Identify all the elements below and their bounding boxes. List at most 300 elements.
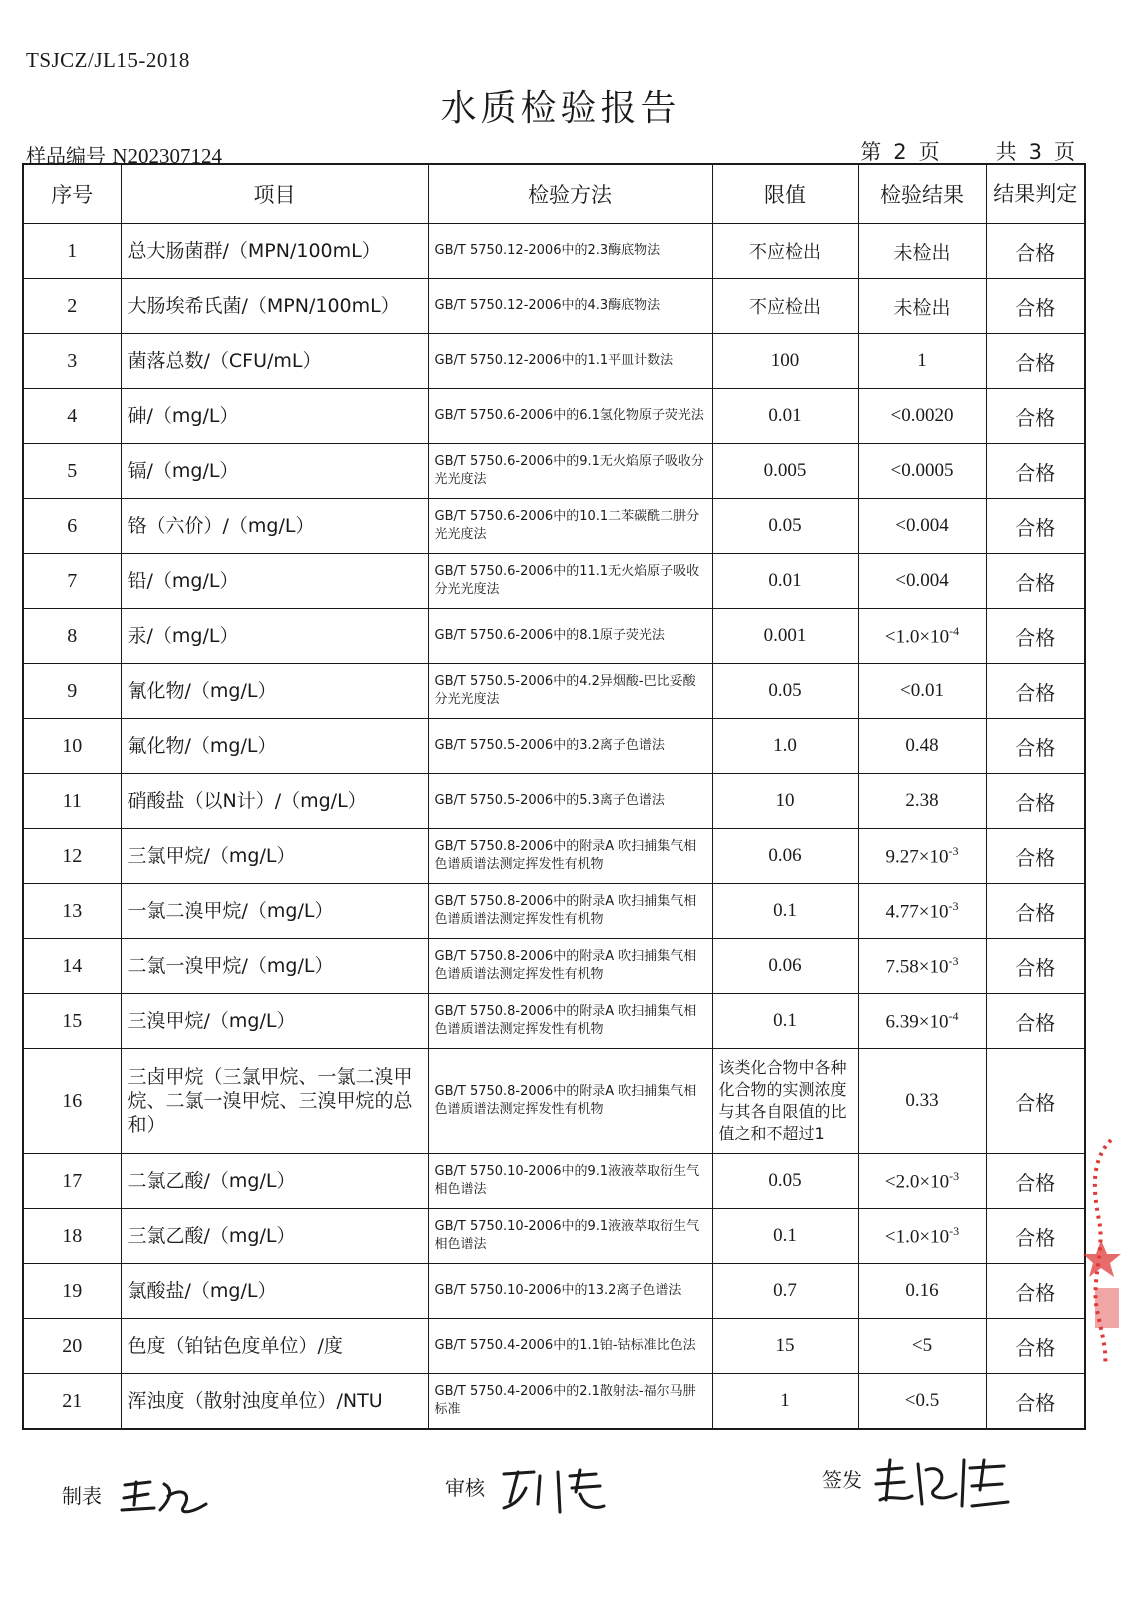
row-method <box>428 609 712 664</box>
row-judgement <box>986 444 1085 499</box>
row-item <box>121 609 428 664</box>
row-item <box>121 499 428 554</box>
row-limit-text: 该类化合物中各种化合物的实测浓度与其各自限值的比值之和不超过1 <box>718 1058 847 1143</box>
table-row <box>23 719 1085 774</box>
row-item <box>121 279 428 334</box>
row-judgement-text: 合格 <box>1015 1090 1056 1115</box>
row-item <box>121 1209 428 1264</box>
row-number-text: 5 <box>67 459 78 482</box>
row-number <box>23 1264 121 1319</box>
prepared-signature <box>120 1470 210 1520</box>
row-judgement-text: 合格 <box>1015 900 1056 925</box>
report-title: 水质检验报告 <box>440 88 681 129</box>
row-result-text: 7.58×10 <box>885 956 949 978</box>
row-limit <box>712 994 858 1049</box>
row-item-text: 三卤甲烷（三氯甲烷、一氯二溴甲烷、二氯一溴甲烷、三溴甲烷的总和） <box>127 1066 413 1136</box>
table-row <box>23 444 1085 499</box>
row-judgement-text: 合格 <box>1015 1335 1056 1360</box>
row-judgement <box>986 939 1085 994</box>
table-row <box>23 554 1085 609</box>
row-judgement <box>986 499 1085 554</box>
row-limit-text: 15 <box>775 1335 795 1356</box>
row-result-text: <1.0×10 <box>884 1226 950 1248</box>
row-judgement-text: 合格 <box>1015 515 1056 540</box>
row-limit <box>712 1264 858 1319</box>
row-method <box>428 1209 712 1264</box>
table-row <box>23 1049 1085 1154</box>
row-number <box>23 609 121 664</box>
row-item <box>121 829 428 884</box>
row-result <box>858 554 986 609</box>
row-number <box>23 829 121 884</box>
row-method-text: GB/T 5750.4-2006中的1.1铂-钴标准比色法 <box>434 1338 696 1353</box>
row-method-text: GB/T 5750.6-2006中的6.1氢化物原子荧光法 <box>434 408 704 423</box>
row-number-text: 17 <box>62 1169 83 1192</box>
row-limit-text: 0.06 <box>768 955 802 976</box>
row-result-text: <0.0005 <box>890 460 954 481</box>
row-limit-text: 0.1 <box>773 1225 797 1246</box>
row-judgement <box>986 224 1085 279</box>
row-limit <box>712 609 858 664</box>
row-result <box>858 279 986 334</box>
inspection-table <box>22 163 1086 1430</box>
sample-label: 样品编号 <box>26 144 106 168</box>
row-judgement <box>986 719 1085 774</box>
row-number <box>23 554 121 609</box>
row-number <box>23 224 121 279</box>
row-number-text: 19 <box>62 1279 83 1302</box>
row-item <box>121 1319 428 1374</box>
row-number-text: 8 <box>67 624 78 647</box>
row-limit-text: 0.1 <box>773 1010 797 1031</box>
row-method-text: GB/T 5750.4-2006中的2.1散射法-福尔马肼标准 <box>434 1384 696 1417</box>
row-number-text: 14 <box>62 954 83 977</box>
row-item <box>121 1264 428 1319</box>
row-result <box>858 1374 986 1430</box>
row-result-text: <0.004 <box>895 570 949 591</box>
row-result <box>858 939 986 994</box>
row-number <box>23 1319 121 1374</box>
row-method <box>428 884 712 939</box>
row-item <box>121 334 428 389</box>
row-method <box>428 664 712 719</box>
row-result-text: 未检出 <box>893 242 951 264</box>
total-unit: 页 <box>1054 140 1075 164</box>
row-method <box>428 829 712 884</box>
row-method-text: GB/T 5750.6-2006中的10.1二苯碳酰二肼分光光度法 <box>434 509 700 542</box>
page-number: 2 <box>893 140 907 164</box>
row-method <box>428 499 712 554</box>
row-number-text: 12 <box>62 844 83 867</box>
issued-signature <box>872 1450 1012 1520</box>
row-number-text: 3 <box>67 349 78 372</box>
row-limit <box>712 719 858 774</box>
row-result-text: 0.33 <box>905 1090 939 1111</box>
row-result-text: 6.39×10 <box>885 1011 949 1033</box>
row-result <box>858 719 986 774</box>
prepared-by-label: 制表 <box>62 1484 102 1508</box>
row-limit-text: 1.0 <box>773 735 797 756</box>
row-method-text: GB/T 5750.8-2006中的附录A 吹扫捕集气相色谱质谱法测定挥发性有机物 <box>434 949 697 982</box>
row-number <box>23 719 121 774</box>
row-limit-text: 10 <box>775 790 795 811</box>
row-method <box>428 994 712 1049</box>
row-limit-text: 100 <box>770 350 800 371</box>
row-method <box>428 224 712 279</box>
table-row <box>23 884 1085 939</box>
table-row <box>23 1319 1085 1374</box>
row-judgement-text: 合格 <box>1015 1170 1056 1195</box>
row-limit-text: 0.05 <box>768 1170 802 1191</box>
row-judgement <box>986 609 1085 664</box>
sample-value: N202307124 <box>112 144 223 168</box>
row-item-text: 大肠埃希氏菌/（MPN/100mL） <box>127 295 400 317</box>
row-method-text: GB/T 5750.8-2006中的附录A 吹扫捕集气相色谱质谱法测定挥发性有机物 <box>434 894 697 927</box>
row-judgement-text: 合格 <box>1015 350 1056 375</box>
row-judgement <box>986 664 1085 719</box>
row-item-text: 色度（铂钴色度单位）/度 <box>127 1335 343 1357</box>
col-header-method: 检验方法 <box>428 164 712 224</box>
row-judgement <box>986 1374 1085 1430</box>
row-method-text: GB/T 5750.12-2006中的4.3酶底物法 <box>434 298 661 313</box>
row-number-text: 16 <box>62 1089 83 1112</box>
table-row <box>23 664 1085 719</box>
row-limit-text: 0.05 <box>768 680 802 701</box>
row-method-text: GB/T 5750.6-2006中的8.1原子荧光法 <box>434 628 665 643</box>
row-item-text: 三溴甲烷/（mg/L） <box>127 1010 296 1032</box>
row-limit <box>712 1209 858 1264</box>
row-result <box>858 994 986 1049</box>
row-item-text: 铅/（mg/L） <box>127 570 239 592</box>
row-number-text: 7 <box>67 569 78 592</box>
row-limit <box>712 279 858 334</box>
row-result <box>858 1264 986 1319</box>
table-row <box>23 224 1085 279</box>
col-header-judgement: 结果判定 <box>986 164 1085 224</box>
row-method-text: GB/T 5750.8-2006中的附录A 吹扫捕集气相色谱质谱法测定挥发性有机物 <box>434 1004 697 1037</box>
row-number <box>23 774 121 829</box>
row-result-text: 1 <box>917 350 927 371</box>
row-judgement-text: 合格 <box>1015 1280 1056 1305</box>
row-item-text: 铬（六价）/（mg/L） <box>127 515 315 537</box>
row-result <box>858 774 986 829</box>
row-number-text: 20 <box>62 1334 83 1357</box>
row-method-text: GB/T 5750.6-2006中的9.1无火焰原子吸收分光光度法 <box>434 454 704 487</box>
row-number-text: 2 <box>67 294 78 317</box>
row-result-text: 2.38 <box>905 790 939 811</box>
row-number <box>23 884 121 939</box>
row-number <box>23 939 121 994</box>
row-item <box>121 664 428 719</box>
row-judgement <box>986 884 1085 939</box>
table-row <box>23 1209 1085 1264</box>
row-item <box>121 719 428 774</box>
row-number <box>23 279 121 334</box>
row-result <box>858 499 986 554</box>
row-limit <box>712 334 858 389</box>
row-result <box>858 609 986 664</box>
row-limit <box>712 1049 858 1154</box>
row-limit-text: 0.1 <box>773 900 797 921</box>
table-row <box>23 939 1085 994</box>
row-item <box>121 884 428 939</box>
col-header-limit: 限值 <box>712 164 858 224</box>
row-result <box>858 1049 986 1154</box>
row-limit <box>712 1319 858 1374</box>
row-judgement-text: 合格 <box>1015 845 1056 870</box>
row-number <box>23 1209 121 1264</box>
row-limit-text: 0.005 <box>763 460 807 481</box>
row-judgement-text: 合格 <box>1015 625 1056 650</box>
row-method <box>428 1374 712 1430</box>
row-judgement <box>986 994 1085 1049</box>
row-method <box>428 389 712 444</box>
row-limit-text: 不应检出 <box>749 297 821 318</box>
table-row <box>23 389 1085 444</box>
row-item-text: 菌落总数/（CFU/mL） <box>127 350 322 372</box>
row-item-text: 浑浊度（散射浊度单位）/NTU <box>127 1390 383 1412</box>
row-method <box>428 719 712 774</box>
document-code: TSJCZ/JL15-2018 <box>26 48 190 72</box>
row-result-text: <0.004 <box>895 515 949 536</box>
row-item-text: 汞/（mg/L） <box>127 625 239 647</box>
row-item-text: 砷/（mg/L） <box>127 405 239 427</box>
row-result-text: <0.0020 <box>890 405 954 426</box>
row-method-text: GB/T 5750.12-2006中的1.1平皿计数法 <box>434 353 674 368</box>
row-limit <box>712 444 858 499</box>
row-result-exponent: -4 <box>948 1008 959 1023</box>
row-limit <box>712 554 858 609</box>
table-row <box>23 499 1085 554</box>
row-result-text: <0.01 <box>900 680 944 701</box>
page-prefix: 第 <box>860 140 882 164</box>
row-item <box>121 939 428 994</box>
row-number-text: 11 <box>62 789 82 812</box>
row-result <box>858 829 986 884</box>
row-item-text: 氟化物/（mg/L） <box>127 735 277 757</box>
row-method-text: GB/T 5750.10-2006中的9.1液液萃取衍生气相色谱法 <box>434 1219 700 1252</box>
row-result-text: <0.5 <box>904 1390 940 1411</box>
row-method <box>428 1319 712 1374</box>
table-row <box>23 334 1085 389</box>
row-limit-text: 0.05 <box>768 515 802 536</box>
row-method-text: GB/T 5750.8-2006中的附录A 吹扫捕集气相色谱质谱法测定挥发性有机物 <box>434 839 697 872</box>
row-method <box>428 774 712 829</box>
row-item <box>121 1374 428 1430</box>
row-result <box>858 334 986 389</box>
table-row <box>23 279 1085 334</box>
col-header-item: 项目 <box>121 164 428 224</box>
row-number <box>23 444 121 499</box>
row-method-text: GB/T 5750.5-2006中的3.2离子色谱法 <box>434 738 665 753</box>
row-result-text: <5 <box>911 1335 933 1356</box>
row-item <box>121 444 428 499</box>
row-method <box>428 279 712 334</box>
row-judgement <box>986 279 1085 334</box>
row-limit <box>712 1374 858 1430</box>
row-item-text: 二氯一溴甲烷/（mg/L） <box>127 955 334 977</box>
row-number-text: 10 <box>62 734 83 757</box>
row-method <box>428 939 712 994</box>
table-row <box>23 994 1085 1049</box>
row-limit-text: 0.7 <box>773 1280 797 1301</box>
row-number-text: 15 <box>62 1009 83 1032</box>
reviewed-signature <box>500 1462 610 1522</box>
row-result-exponent: -3 <box>948 843 959 858</box>
row-number-text: 9 <box>67 679 78 702</box>
row-judgement <box>986 774 1085 829</box>
row-method <box>428 1264 712 1319</box>
row-item <box>121 554 428 609</box>
row-number <box>23 334 121 389</box>
row-method <box>428 1049 712 1154</box>
row-item-text: 硝酸盐（以N计）/（mg/L） <box>127 790 367 812</box>
row-method-text: GB/T 5750.6-2006中的11.1无火焰原子吸收分光光度法 <box>434 564 700 597</box>
row-limit-text: 不应检出 <box>749 242 821 263</box>
row-item-text: 镉/（mg/L） <box>127 460 239 482</box>
row-result-text: 4.77×10 <box>885 901 949 923</box>
row-limit <box>712 774 858 829</box>
row-item-text: 一氯二溴甲烷/（mg/L） <box>127 900 334 922</box>
row-result-text: 0.48 <box>905 735 939 756</box>
row-number <box>23 994 121 1049</box>
row-item-text: 三氯甲烷/（mg/L） <box>127 845 296 867</box>
page-unit: 页 <box>918 140 940 164</box>
row-limit-text: 1 <box>780 1390 790 1411</box>
row-judgement-text: 合格 <box>1015 460 1056 485</box>
row-number <box>23 1049 121 1154</box>
row-method-text: GB/T 5750.10-2006中的9.1液液萃取衍生气相色谱法 <box>434 1164 700 1197</box>
row-judgement-text: 合格 <box>1015 240 1056 265</box>
row-item-text: 二氯乙酸/（mg/L） <box>127 1170 296 1192</box>
row-method-text: GB/T 5750.10-2006中的13.2离子色谱法 <box>434 1283 682 1298</box>
row-limit <box>712 224 858 279</box>
row-result <box>858 1209 986 1264</box>
row-item <box>121 774 428 829</box>
row-method <box>428 334 712 389</box>
row-method <box>428 554 712 609</box>
row-judgement-text: 合格 <box>1015 790 1056 815</box>
row-item-text: 三氯乙酸/（mg/L） <box>127 1225 296 1247</box>
row-result <box>858 224 986 279</box>
row-limit <box>712 829 858 884</box>
row-number-text: 21 <box>62 1389 83 1412</box>
row-judgement-text: 合格 <box>1015 955 1056 980</box>
row-method <box>428 444 712 499</box>
row-judgement-text: 合格 <box>1015 570 1056 595</box>
row-number <box>23 1154 121 1209</box>
table-row <box>23 1154 1085 1209</box>
row-result-text: 0.16 <box>905 1280 939 1301</box>
col-header-no: 序号 <box>23 164 121 224</box>
row-result <box>858 1319 986 1374</box>
row-judgement-text: 合格 <box>1015 1225 1056 1250</box>
row-limit <box>712 884 858 939</box>
row-number <box>23 1374 121 1430</box>
row-judgement-text: 合格 <box>1015 680 1056 705</box>
row-judgement-text: 合格 <box>1015 1010 1056 1035</box>
row-item <box>121 224 428 279</box>
row-method-text: GB/T 5750.5-2006中的4.2异烟酸-巴比妥酸分光光度法 <box>434 674 696 707</box>
row-limit-text: 0.01 <box>768 570 802 591</box>
row-method-text: GB/T 5750.8-2006中的附录A 吹扫捕集气相色谱质谱法测定挥发性有机物 <box>434 1084 697 1117</box>
table-row <box>23 774 1085 829</box>
row-limit <box>712 499 858 554</box>
row-number-text: 4 <box>67 404 78 427</box>
row-number <box>23 664 121 719</box>
issued-by-label: 签发 <box>822 1468 862 1492</box>
row-item-text: 氰化物/（mg/L） <box>127 680 277 702</box>
row-method-text: GB/T 5750.5-2006中的5.3离子色谱法 <box>434 793 665 808</box>
row-result <box>858 444 986 499</box>
row-number <box>23 389 121 444</box>
row-limit <box>712 389 858 444</box>
row-result-exponent: -3 <box>949 1168 960 1183</box>
row-result-exponent: -3 <box>948 953 959 968</box>
row-result-text: <2.0×10 <box>884 1171 950 1193</box>
row-judgement <box>986 334 1085 389</box>
row-result <box>858 664 986 719</box>
row-limit-text: 0.01 <box>768 405 802 426</box>
row-item-text: 氯酸盐/（mg/L） <box>127 1280 277 1302</box>
table-header-row <box>23 164 1085 224</box>
row-judgement-text: 合格 <box>1015 735 1056 760</box>
row-number-text: 18 <box>62 1224 83 1247</box>
red-seal-stamp <box>1071 1130 1121 1370</box>
row-limit <box>712 664 858 719</box>
page-indicator <box>854 136 1081 166</box>
row-result-text: <1.0×10 <box>884 626 950 648</box>
row-result-exponent: -3 <box>948 898 959 913</box>
row-item <box>121 1049 428 1154</box>
row-number <box>23 499 121 554</box>
table-row <box>23 1374 1085 1430</box>
total-prefix: 共 <box>995 140 1017 164</box>
col-header-result: 检验结果 <box>858 164 986 224</box>
row-judgement-text: 合格 <box>1015 1390 1056 1415</box>
table-row <box>23 609 1085 664</box>
row-judgement-text: 合格 <box>1015 295 1056 320</box>
total-pages: 3 <box>1028 140 1042 164</box>
row-judgement-text: 合格 <box>1015 405 1056 430</box>
row-number-text: 1 <box>67 239 78 262</box>
row-judgement <box>986 389 1085 444</box>
row-item <box>121 1154 428 1209</box>
row-result <box>858 389 986 444</box>
row-result <box>858 884 986 939</box>
row-number-text: 13 <box>62 899 83 922</box>
row-result-text: 9.27×10 <box>885 846 949 868</box>
row-limit <box>712 939 858 994</box>
row-number-text: 6 <box>67 514 78 537</box>
row-result-text: 未检出 <box>893 297 951 319</box>
row-item-text: 总大肠菌群/（MPN/100mL） <box>127 240 381 262</box>
row-judgement <box>986 554 1085 609</box>
row-limit-text: 0.001 <box>763 625 807 646</box>
row-result <box>858 1154 986 1209</box>
row-limit-text: 0.06 <box>768 845 802 866</box>
row-limit <box>712 1154 858 1209</box>
row-judgement <box>986 829 1085 884</box>
table-row <box>23 829 1085 884</box>
row-item <box>121 389 428 444</box>
row-result-exponent: -4 <box>949 623 960 638</box>
reviewed-by-label: 审核 <box>445 1476 485 1500</box>
table-row <box>23 1264 1085 1319</box>
row-method-text: GB/T 5750.12-2006中的2.3酶底物法 <box>434 243 661 258</box>
row-method <box>428 1154 712 1209</box>
row-result-exponent: -3 <box>949 1223 960 1238</box>
